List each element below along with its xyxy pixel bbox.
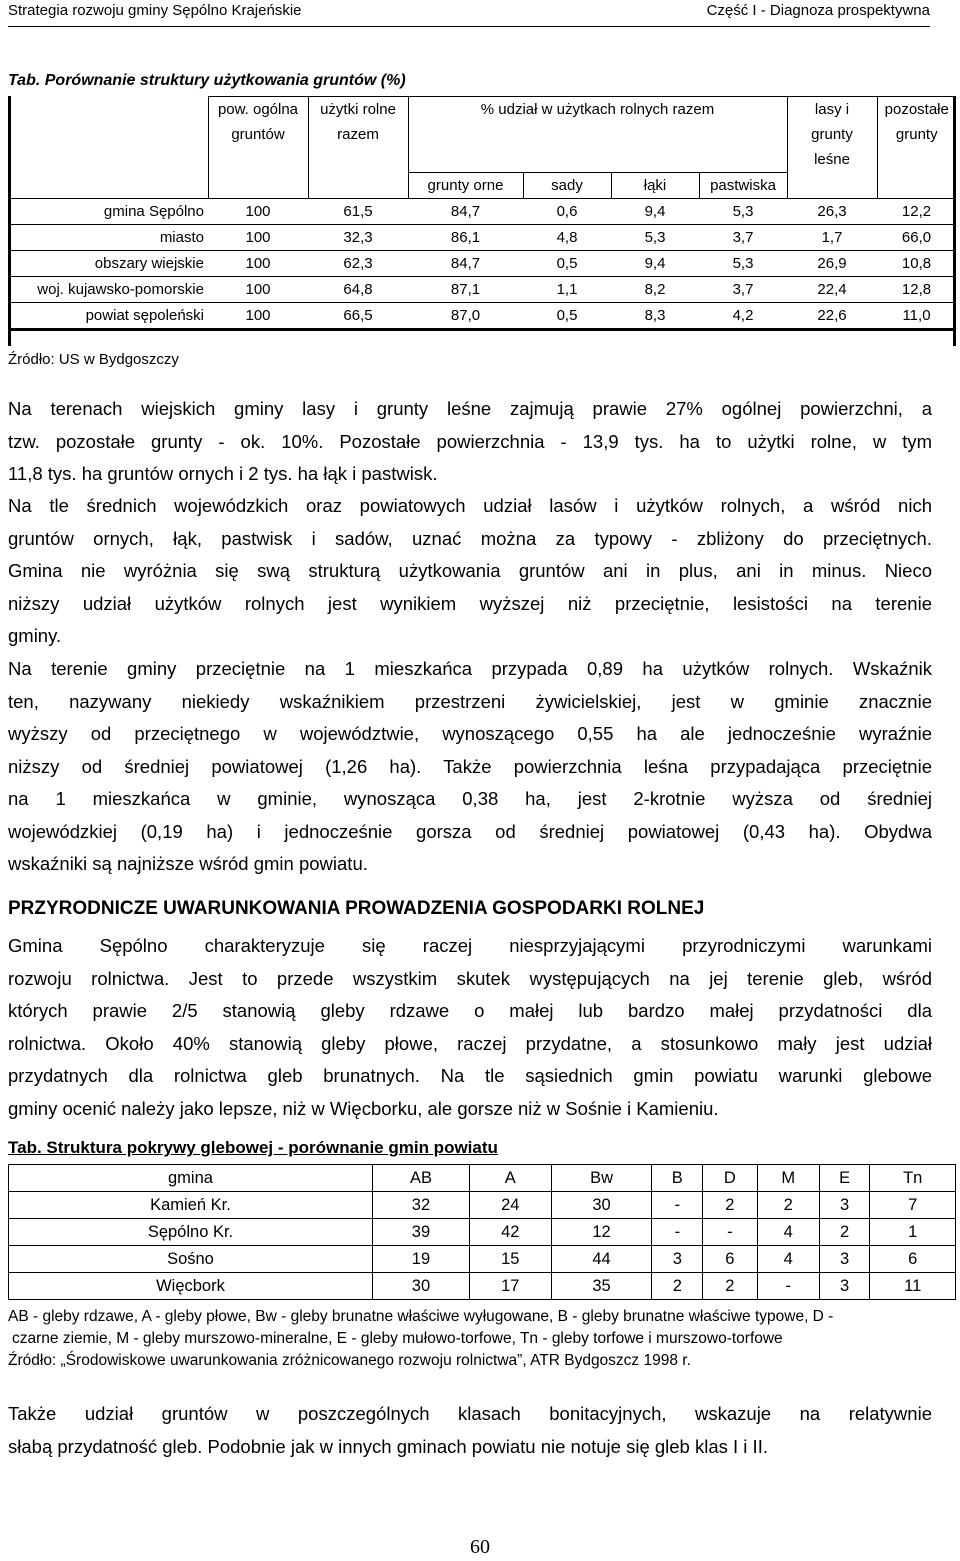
table-cell: 42 bbox=[470, 1219, 552, 1246]
table-cell: 1,1 bbox=[523, 276, 611, 302]
table-cell: 0,6 bbox=[523, 198, 611, 224]
table-cell: 100 bbox=[208, 198, 308, 224]
table-cell: 3,7 bbox=[699, 276, 787, 302]
table-cell: 4 bbox=[757, 1246, 819, 1273]
table-cell: 10,8 bbox=[877, 250, 956, 276]
page-header bbox=[8, 0, 930, 27]
sub-col: sady bbox=[523, 172, 611, 198]
table-cell: 19 bbox=[372, 1246, 469, 1273]
header-left: Strategia rozwoju gminy Sępólno Krajeńskie bbox=[8, 2, 302, 19]
table-cell: 84,7 bbox=[408, 198, 523, 224]
paragraph-3: Na terenie gminy przeciętnie na 1 mieszkańca przypada 0,89 ha użytków rolnych. Wskaźnik ten, nazywany niekiedy wskaźnikiem przestrzeni żywicielskiej, jest w gminie znacznie wyższy od przeciętnego w województwie, wynoszącego 0,55 ha ale jednocześnie wyraźnie niższy od średniej powiatowej (1,26 ha). Także powierzchnia leśna przypadająca przeciętnie na 1 mieszkańca w gminie, wynosząca 0,38 ha, jest 2-krotnie wyższa od średniej wojewódzkiej (0,19 ha) i jednocześnie gorsza od średniej powiatowej (0,43 ha). Obydwa wskaźniki są najniższe wśród gmin powiatu. bbox=[8, 658, 932, 874]
table-cell: 100 bbox=[208, 302, 308, 329]
row-label: obszary wiejskie bbox=[8, 250, 208, 276]
table-cell: 3 bbox=[819, 1246, 870, 1273]
table-cell: 26,9 bbox=[787, 250, 877, 276]
sub-col: pastwiska bbox=[699, 172, 787, 198]
table-header: B bbox=[652, 1165, 703, 1192]
table-cell: 3 bbox=[819, 1273, 870, 1300]
table-header: Tn bbox=[870, 1165, 956, 1192]
paragraph-1: Na terenach wiejskich gminy lasy i grunty leśne zajmują prawie 27% ogólnej powierzchni, a tzw. pozostałe grunty - ok. 10%. Pozostałe powierzchnia - 13,9 tys. ha to użytki rolne, w tym 11,8 tys. ha gruntów ornych i 2 tys. ha łąk i pastwisk. bbox=[8, 398, 932, 484]
table-cell: - bbox=[652, 1192, 703, 1219]
table-cell: 12,2 bbox=[877, 198, 956, 224]
table-cell: 30 bbox=[551, 1192, 652, 1219]
row-label: powiat sępoleński bbox=[8, 302, 208, 329]
paragraph-5: Także udział gruntów w poszczególnych klasach bonitacyjnych, wskazuje na relatywnie słabą przydatność gleb. Podobnie jak w innych gminach powiatu nie notuje się gleb klas I i II. bbox=[8, 1403, 932, 1457]
table-cell: 0,5 bbox=[523, 302, 611, 329]
table-row bbox=[8, 198, 956, 224]
table2-legend: AB - gleby rdzawe, A - gleby płowe, Bw - gleby brunatne właściwe wyługowane, B - gleby brunatne właściwe typowe, D - czarne ziemie, M - gleby murszowo-mineralne, E - gleby mułowo-torfowe, Tn - gleby torfowe i murszowo-torfowe Źródło: „Środowiskowe uwarunkowania zróżnicowanego rozwoju rolnictwa”, ATR Bydgoszcz 1998 r. bbox=[8, 1308, 834, 1369]
paragraph-4: Gmina Sępólno charakteryzuje się raczej niesprzyjającymi przyrodniczymi warunkami rozwoju rolnictwa. Jest to przede wszystkim skutek występujących na jej terenie gleb, wśród których prawie 2/5 stanowią gleby rdzawe o małej lub bardzo małej przydatności dla rolnictwa. Około 40% stanowią gleby płowe, raczej przydatne, a stosunkowo mały jest udział przydatnych dla rolnictwa gleb brunatnych. Na tle sąsiednich gmin powiatu warunki glebowe gminy ocenić należy jako lepsze, niż w Więcborku, ale gorsze niż w Sośnie i Kamieniu. bbox=[8, 935, 932, 1119]
header-right: Część I - Diagnoza prospektywna bbox=[706, 2, 930, 19]
table-cell: 3 bbox=[652, 1246, 703, 1273]
table-cell: 2 bbox=[703, 1192, 757, 1219]
table-cell: 3 bbox=[819, 1192, 870, 1219]
table-row bbox=[8, 224, 956, 250]
table-cell: 87,1 bbox=[408, 276, 523, 302]
table-cell: 8,3 bbox=[611, 302, 699, 329]
table-cell: 6 bbox=[703, 1246, 757, 1273]
table-cell: 32,3 bbox=[308, 224, 408, 250]
table-cell: 84,7 bbox=[408, 250, 523, 276]
table-cell: 22,6 bbox=[787, 302, 877, 329]
table-cell: 2 bbox=[703, 1273, 757, 1300]
table-cell: 17 bbox=[470, 1273, 552, 1300]
section-title: PRZYRODNICZE UWARUNKOWANIA PROWADZENIA GOSPODARKI ROLNEJ bbox=[8, 898, 705, 919]
table-header: AB bbox=[372, 1165, 469, 1192]
table-row bbox=[9, 1273, 956, 1300]
table-cell: 100 bbox=[208, 276, 308, 302]
table-header: Bw bbox=[551, 1165, 652, 1192]
table-cell: Sępólno Kr. bbox=[9, 1219, 373, 1246]
table-cell: 5,3 bbox=[699, 198, 787, 224]
table-cell: 0,5 bbox=[523, 250, 611, 276]
table-cell: 11 bbox=[870, 1273, 956, 1300]
table1-source: Źródło: US w Bydgoszczy bbox=[8, 351, 179, 368]
table-cell: 86,1 bbox=[408, 224, 523, 250]
table-cell: 15 bbox=[470, 1246, 552, 1273]
sub-col: grunty orne bbox=[408, 172, 523, 198]
table-header: E bbox=[819, 1165, 870, 1192]
table-row bbox=[9, 1219, 956, 1246]
table-cell: 6 bbox=[870, 1246, 956, 1273]
table-cell: - bbox=[757, 1273, 819, 1300]
table-cell: 66,5 bbox=[308, 302, 408, 329]
table-cell: 4 bbox=[757, 1219, 819, 1246]
table-cell: - bbox=[703, 1219, 757, 1246]
table-row bbox=[8, 302, 956, 329]
table-cell: 30 bbox=[372, 1273, 469, 1300]
table-cell: 12,8 bbox=[877, 276, 956, 302]
col-pozostale: pozostałe grunty bbox=[877, 97, 956, 173]
col-pow: pow. ogólna gruntów bbox=[208, 97, 308, 173]
table-cell: 44 bbox=[551, 1246, 652, 1273]
table1-title: Tab. Porównanie struktury użytkowania gruntów (%) bbox=[8, 72, 406, 89]
table-header: A bbox=[470, 1165, 552, 1192]
table-cell: 64,8 bbox=[308, 276, 408, 302]
table-cell: 100 bbox=[208, 250, 308, 276]
sub-col: łąki bbox=[611, 172, 699, 198]
page-number: 60 bbox=[470, 1536, 490, 1558]
table-cell: Kamień Kr. bbox=[9, 1192, 373, 1219]
table-cell: 61,5 bbox=[308, 198, 408, 224]
table-cell: 3,7 bbox=[699, 224, 787, 250]
row-label: woj. kujawsko-pomorskie bbox=[8, 276, 208, 302]
table-cell: 26,3 bbox=[787, 198, 877, 224]
table-cell: 4,8 bbox=[523, 224, 611, 250]
table-row bbox=[8, 276, 956, 302]
table-cell: 12 bbox=[551, 1219, 652, 1246]
table-cell: Sośno bbox=[9, 1246, 373, 1273]
table-cell: 5,3 bbox=[699, 250, 787, 276]
table2-title: Tab. Struktura pokrywy glebowej - porównanie gmin powiatu bbox=[8, 1138, 498, 1157]
table-cell: 22,4 bbox=[787, 276, 877, 302]
table-cell: 39 bbox=[372, 1219, 469, 1246]
table-cell: 2 bbox=[757, 1192, 819, 1219]
col-lasy: lasy i grunty leśne bbox=[787, 97, 877, 173]
col-uzytki: użytki rolne razem bbox=[308, 97, 408, 173]
paragraph-2: Na tle średnich wojewódzkich oraz powiatowych udział lasów i użytków rolnych, a wśród nich gruntów ornych, łąk, pastwisk i sadów, uznać można za typowy - zbliżony do przeciętnych. Gmina nie wyróżnia się swą strukturą użytkowania gruntów ani in plus, ani in minus. Nieco niższy udział użytków rolnych jest wynikiem wyższej niż przeciętnie, lesistości na terenie gminy. bbox=[8, 495, 932, 646]
table-cell: 2 bbox=[652, 1273, 703, 1300]
table-cell: 35 bbox=[551, 1273, 652, 1300]
table-cell: 9,4 bbox=[611, 198, 699, 224]
table-cell: 66,0 bbox=[877, 224, 956, 250]
table-row bbox=[9, 1246, 956, 1273]
row-label: miasto bbox=[8, 224, 208, 250]
table-cell: Więcbork bbox=[9, 1273, 373, 1300]
table-cell: 1 bbox=[870, 1219, 956, 1246]
table-cell: 4,2 bbox=[699, 302, 787, 329]
table-header: D bbox=[703, 1165, 757, 1192]
col-udzial: % udział w użytkach rolnych razem bbox=[408, 97, 787, 173]
table-cell: 24 bbox=[470, 1192, 552, 1219]
table-cell: 32 bbox=[372, 1192, 469, 1219]
table-header: gmina bbox=[9, 1165, 373, 1192]
table-cell: 62,3 bbox=[308, 250, 408, 276]
table-cell: 87,0 bbox=[408, 302, 523, 329]
table-cell: 11,0 bbox=[877, 302, 956, 329]
table-cell: 9,4 bbox=[611, 250, 699, 276]
table-cell: 8,2 bbox=[611, 276, 699, 302]
table-row bbox=[8, 250, 956, 276]
table-cell: 100 bbox=[208, 224, 308, 250]
table-cell: 1,7 bbox=[787, 224, 877, 250]
table-cell: 5,3 bbox=[611, 224, 699, 250]
table-cell: 2 bbox=[819, 1219, 870, 1246]
table-row bbox=[9, 1192, 956, 1219]
table-cell: 7 bbox=[870, 1192, 956, 1219]
soil-table bbox=[8, 1164, 956, 1300]
row-label: gmina Sępólno bbox=[8, 198, 208, 224]
table-cell: - bbox=[652, 1219, 703, 1246]
table-header: M bbox=[757, 1165, 819, 1192]
land-use-table bbox=[8, 96, 956, 331]
